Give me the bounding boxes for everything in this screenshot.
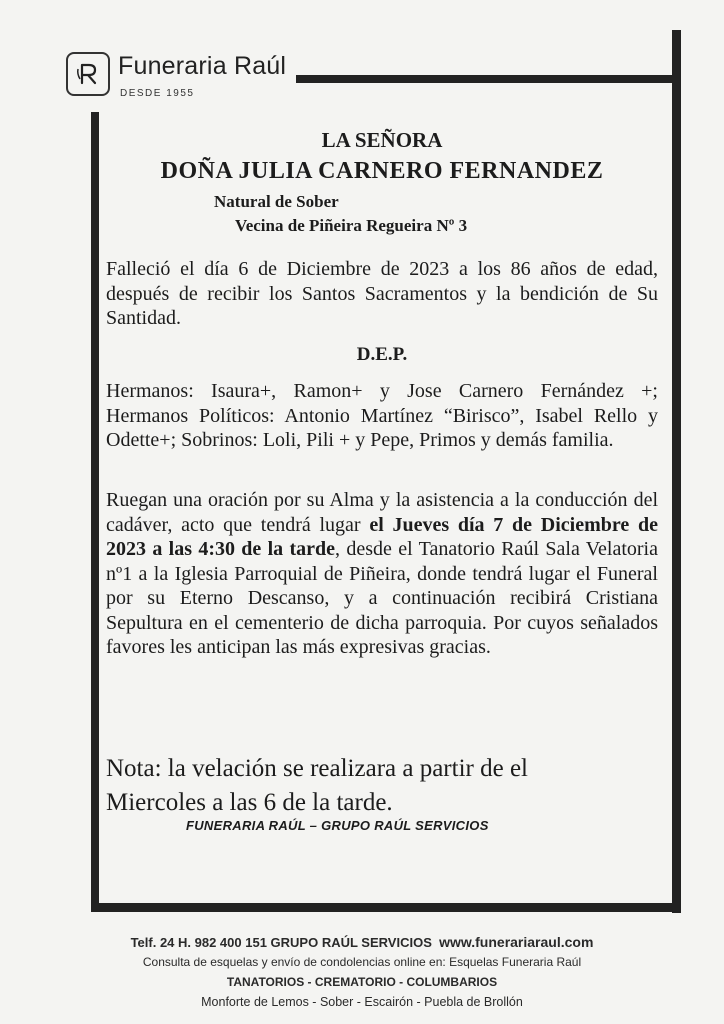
brand-name: Funeraria Raúl [118, 52, 287, 80]
footer-condolences: Consulta de esquelas y envío de condolencias online en: Esquelas Funeraria Raúl [142, 955, 582, 969]
notice-title: LA SEÑORA [321, 128, 443, 152]
dep-label: D.E.P. [356, 344, 408, 365]
note-line-2: Miercoles a las 6 de la tarde. [106, 789, 393, 816]
request-rest: , desde el Tanatorio Raúl Sala Velatoria nº1 a la Iglesia Parroquial de Piñeira, donde tendrá lugar el Funeral por su Eterno Descanso, y a continuación recibirá Cristiana Sepultura en el cementerio de dicha parroquia. Por cuyos señalados favores les anticipan las más expresivas gracias. [106, 538, 658, 658]
request-paragraph [106, 488, 658, 660]
funeraria-logo-icon [66, 52, 110, 96]
footer-contact [0, 934, 724, 950]
footer-phone: Telf. 24 H. 982 400 151 GRUPO RAÚL SERVICIOS [130, 935, 432, 950]
footer-website[interactable]: www.funerariaraul.com [439, 934, 594, 950]
residence-line: Vecina de Piñeira Regueira Nº 3 [235, 216, 468, 235]
logo-mark-icon [73, 59, 103, 89]
frame-cross-vertical [672, 30, 681, 913]
family-paragraph: Hermanos: Isaura+, Ramon+ y Jose Carnero Fernández +; Hermanos Políticos: Antonio Martínez “Birisco”, Isabel Rello y Odette+; Sobrinos: Loli, Pili + y Pepe, Primos y demás familia. [106, 380, 658, 451]
frame-top-bar [296, 75, 680, 83]
frame-left-bar [91, 112, 99, 912]
footer-locations: Monforte de Lemos - Sober - Escairón - Puebla de Brollón [201, 995, 523, 1009]
footer-services: TANATORIOS - CREMATORIO - COLUMBARIOS [226, 975, 498, 989]
funeral-date: el Jueves día 7 de Diciembre de 2023 a las 4:30 de la tarde [106, 513, 658, 560]
frame-bottom-bar [91, 903, 681, 912]
origin-line: Natural de Sober [214, 192, 339, 211]
signoff: FUNERARIA RAÚL – GRUPO RAÚL SERVICIOS [186, 818, 489, 833]
death-paragraph: Falleció el día 6 de Diciembre de 2023 a los 86 años de edad, después de recibir los Santos Sacramentos y la bendición de Su Santidad. [106, 258, 658, 329]
brand-since: DESDE 1955 [120, 88, 195, 99]
note-line-1: Nota: la velación se realizara a partir de el [106, 755, 528, 782]
deceased-name: DOÑA JULIA CARNERO FERNANDEZ [160, 158, 604, 184]
wake-note [106, 752, 666, 820]
request-intro: Ruegan una oración por su Alma y la asistencia a la conducción del cadáver, acto que tendrá lugar [106, 489, 658, 536]
